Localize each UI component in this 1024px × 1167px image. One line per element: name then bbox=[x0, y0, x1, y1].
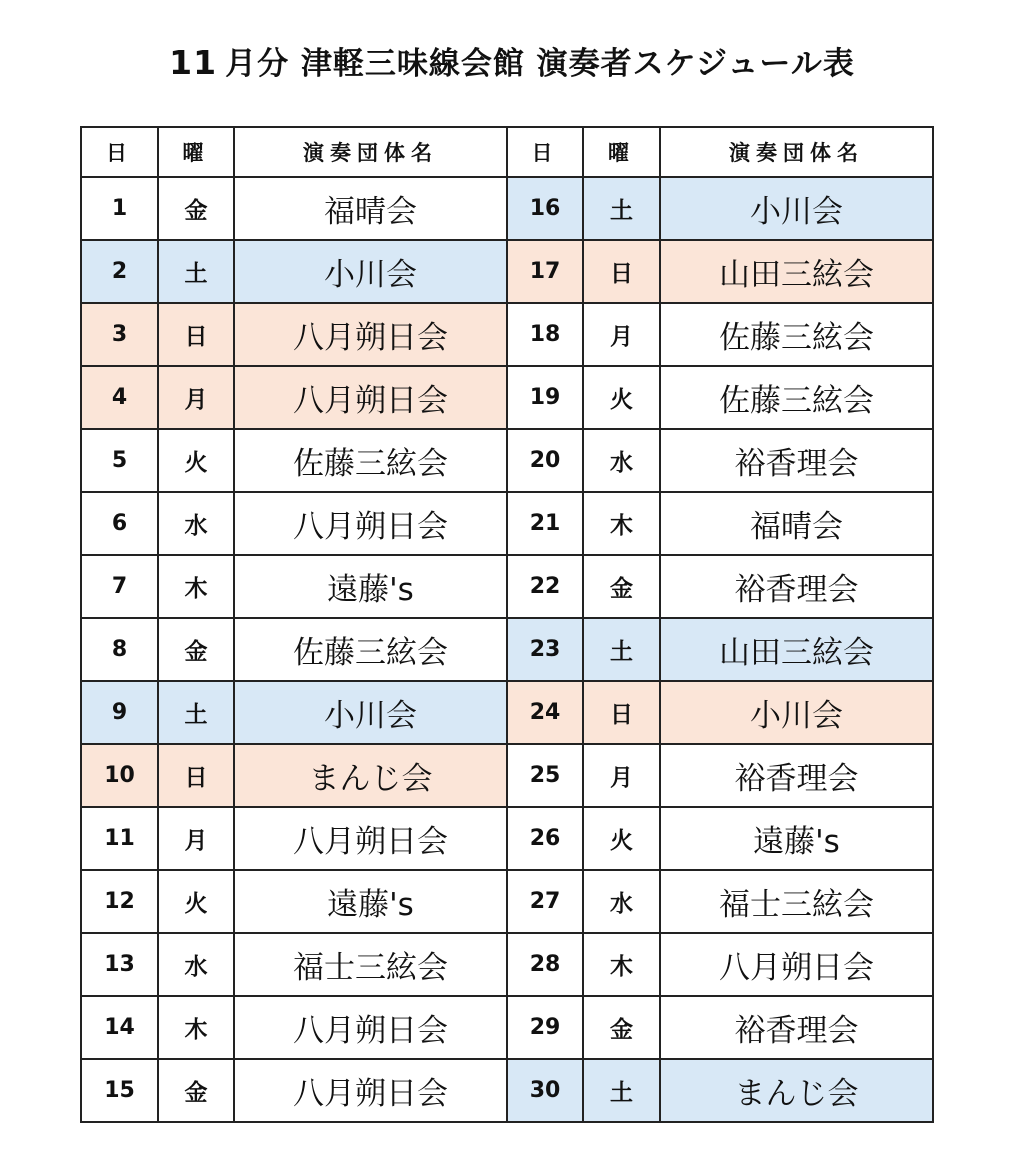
header-day-left: 日 bbox=[81, 127, 158, 177]
day-cell: 2 bbox=[81, 240, 158, 303]
group-cell: 八月朔日会 bbox=[234, 366, 507, 429]
group-cell: 小川会 bbox=[660, 177, 933, 240]
day-cell: 7 bbox=[81, 555, 158, 618]
title-month: 11 bbox=[169, 43, 218, 82]
group-cell: 福晴会 bbox=[234, 177, 507, 240]
weekday-cell: 日 bbox=[583, 681, 660, 744]
table-row bbox=[81, 681, 933, 744]
table-row bbox=[81, 1059, 933, 1122]
group-cell: 福士三絃会 bbox=[234, 933, 507, 996]
weekday-cell: 土 bbox=[158, 681, 234, 744]
group-cell: 裕香理会 bbox=[660, 744, 933, 807]
day-cell: 28 bbox=[507, 933, 583, 996]
group-cell: 山田三絃会 bbox=[660, 618, 933, 681]
group-cell: 裕香理会 bbox=[660, 429, 933, 492]
group-cell: 福士三絃会 bbox=[660, 870, 933, 933]
day-cell: 11 bbox=[81, 807, 158, 870]
day-cell: 19 bbox=[507, 366, 583, 429]
day-cell: 17 bbox=[507, 240, 583, 303]
header-weekday-left: 曜 bbox=[158, 127, 234, 177]
group-cell: 佐藤三絃会 bbox=[660, 366, 933, 429]
day-cell: 10 bbox=[81, 744, 158, 807]
group-cell: 八月朔日会 bbox=[234, 303, 507, 366]
group-cell: まんじ会 bbox=[234, 744, 507, 807]
day-cell: 20 bbox=[507, 429, 583, 492]
table-row bbox=[81, 366, 933, 429]
group-cell: まんじ会 bbox=[660, 1059, 933, 1122]
weekday-cell: 木 bbox=[583, 933, 660, 996]
weekday-cell: 日 bbox=[158, 303, 234, 366]
day-cell: 18 bbox=[507, 303, 583, 366]
header-group-right: 演奏団体名 bbox=[660, 127, 933, 177]
group-cell: 山田三絃会 bbox=[660, 240, 933, 303]
weekday-cell: 火 bbox=[583, 807, 660, 870]
group-cell: 佐藤三絃会 bbox=[660, 303, 933, 366]
group-cell: 八月朔日会 bbox=[660, 933, 933, 996]
weekday-cell: 金 bbox=[583, 555, 660, 618]
table-row bbox=[81, 303, 933, 366]
day-cell: 30 bbox=[507, 1059, 583, 1122]
weekday-cell: 金 bbox=[158, 1059, 234, 1122]
weekday-cell: 水 bbox=[583, 429, 660, 492]
schedule-body bbox=[81, 177, 933, 1122]
weekday-cell: 月 bbox=[158, 366, 234, 429]
weekday-cell: 水 bbox=[158, 933, 234, 996]
group-cell: 八月朔日会 bbox=[234, 807, 507, 870]
header-weekday-right: 曜 bbox=[583, 127, 660, 177]
group-cell: 遠藤's bbox=[660, 807, 933, 870]
group-cell: 佐藤三絃会 bbox=[234, 429, 507, 492]
group-cell: 遠藤's bbox=[234, 555, 507, 618]
weekday-cell: 金 bbox=[583, 996, 660, 1059]
header-row bbox=[81, 127, 933, 177]
group-cell: 佐藤三絃会 bbox=[234, 618, 507, 681]
weekday-cell: 木 bbox=[583, 492, 660, 555]
day-cell: 22 bbox=[507, 555, 583, 618]
weekday-cell: 水 bbox=[583, 870, 660, 933]
table-row bbox=[81, 555, 933, 618]
weekday-cell: 月 bbox=[583, 303, 660, 366]
day-cell: 1 bbox=[81, 177, 158, 240]
weekday-cell: 月 bbox=[158, 807, 234, 870]
table-row bbox=[81, 870, 933, 933]
group-cell: 小川会 bbox=[234, 681, 507, 744]
weekday-cell: 金 bbox=[158, 618, 234, 681]
day-cell: 21 bbox=[507, 492, 583, 555]
day-cell: 8 bbox=[81, 618, 158, 681]
group-cell: 八月朔日会 bbox=[234, 1059, 507, 1122]
table-row bbox=[81, 618, 933, 681]
table-row bbox=[81, 807, 933, 870]
table-row bbox=[81, 933, 933, 996]
day-cell: 5 bbox=[81, 429, 158, 492]
weekday-cell: 月 bbox=[583, 744, 660, 807]
page-title bbox=[0, 38, 1024, 83]
weekday-cell: 火 bbox=[158, 870, 234, 933]
day-cell: 15 bbox=[81, 1059, 158, 1122]
group-cell: 裕香理会 bbox=[660, 996, 933, 1059]
group-cell: 小川会 bbox=[660, 681, 933, 744]
table-row bbox=[81, 492, 933, 555]
day-cell: 25 bbox=[507, 744, 583, 807]
day-cell: 26 bbox=[507, 807, 583, 870]
group-cell: 遠藤's bbox=[234, 870, 507, 933]
day-cell: 29 bbox=[507, 996, 583, 1059]
group-cell: 福晴会 bbox=[660, 492, 933, 555]
day-cell: 23 bbox=[507, 618, 583, 681]
table-row bbox=[81, 744, 933, 807]
weekday-cell: 日 bbox=[158, 744, 234, 807]
day-cell: 16 bbox=[507, 177, 583, 240]
table-row bbox=[81, 996, 933, 1059]
title-text: 月分 津軽三味線会館 演奏者スケジュール表 bbox=[225, 46, 855, 82]
day-cell: 14 bbox=[81, 996, 158, 1059]
weekday-cell: 土 bbox=[583, 177, 660, 240]
weekday-cell: 木 bbox=[158, 996, 234, 1059]
day-cell: 3 bbox=[81, 303, 158, 366]
weekday-cell: 水 bbox=[158, 492, 234, 555]
group-cell: 裕香理会 bbox=[660, 555, 933, 618]
weekday-cell: 木 bbox=[158, 555, 234, 618]
weekday-cell: 土 bbox=[583, 618, 660, 681]
day-cell: 13 bbox=[81, 933, 158, 996]
day-cell: 9 bbox=[81, 681, 158, 744]
weekday-cell: 土 bbox=[158, 240, 234, 303]
group-cell: 八月朔日会 bbox=[234, 492, 507, 555]
table-row bbox=[81, 429, 933, 492]
group-cell: 八月朔日会 bbox=[234, 996, 507, 1059]
weekday-cell: 金 bbox=[158, 177, 234, 240]
day-cell: 27 bbox=[507, 870, 583, 933]
group-cell: 小川会 bbox=[234, 240, 507, 303]
schedule-table bbox=[80, 126, 934, 1123]
day-cell: 4 bbox=[81, 366, 158, 429]
day-cell: 12 bbox=[81, 870, 158, 933]
table-row bbox=[81, 240, 933, 303]
table-row bbox=[81, 177, 933, 240]
header-day-right: 日 bbox=[507, 127, 583, 177]
weekday-cell: 日 bbox=[583, 240, 660, 303]
weekday-cell: 土 bbox=[583, 1059, 660, 1122]
day-cell: 24 bbox=[507, 681, 583, 744]
weekday-cell: 火 bbox=[158, 429, 234, 492]
header-group-left: 演奏団体名 bbox=[234, 127, 507, 177]
weekday-cell: 火 bbox=[583, 366, 660, 429]
day-cell: 6 bbox=[81, 492, 158, 555]
